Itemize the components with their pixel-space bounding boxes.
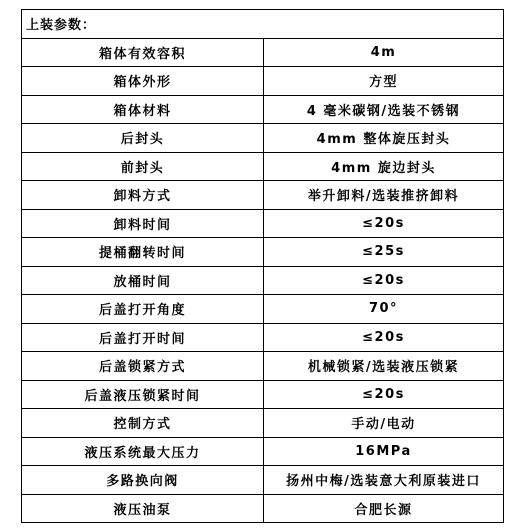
table-row: [22, 437, 504, 466]
param-value: 16MPa: [264, 437, 504, 466]
table-row: [22, 295, 504, 324]
param-label: 多路换向阀: [22, 466, 264, 495]
table-row: [22, 494, 504, 523]
title-row: [22, 10, 504, 39]
table-row: [22, 238, 504, 267]
param-label: 箱体有效容积: [22, 38, 264, 67]
table-row: [22, 323, 504, 352]
param-label: 控制方式: [22, 409, 264, 438]
table-row: [22, 409, 504, 438]
table-row: [22, 181, 504, 210]
spec-table: [21, 9, 504, 523]
spec-table-container: [21, 9, 503, 523]
param-value: ≤20s: [264, 209, 504, 238]
table-row: [22, 352, 504, 381]
param-value: 机械锁紧/选装液压锁紧: [264, 352, 504, 381]
table-row: [22, 95, 504, 124]
param-label: 液压系统最大压力: [22, 437, 264, 466]
table-row: [22, 266, 504, 295]
param-value: ≤20s: [264, 266, 504, 295]
param-label: 后封头: [22, 124, 264, 153]
param-label: 液压油泵: [22, 494, 264, 523]
param-label: 放桶时间: [22, 266, 264, 295]
param-label: 后盖打开角度: [22, 295, 264, 324]
param-label: 提桶翻转时间: [22, 238, 264, 267]
table-row: [22, 124, 504, 153]
param-value: 4mm 旋边封头: [264, 152, 504, 181]
param-label: 箱体材料: [22, 95, 264, 124]
param-value: 扬州中梅/选装意大利原装进口: [264, 466, 504, 495]
param-value: 70°: [264, 295, 504, 324]
param-label: 后盖液压锁紧时间: [22, 380, 264, 409]
table-row: [22, 38, 504, 67]
param-value: 举升卸料/选装推挤卸料: [264, 181, 504, 210]
table-title: 上装参数：: [22, 10, 504, 39]
param-value: 手动/电动: [264, 409, 504, 438]
param-value: 4m: [264, 38, 504, 67]
param-value: 4 毫米碳钢/选装不锈钢: [264, 95, 504, 124]
param-value: 合肥长源: [264, 494, 504, 523]
param-value: 4mm 整体旋压封头: [264, 124, 504, 153]
param-label: 卸料时间: [22, 209, 264, 238]
param-value: 方型: [264, 67, 504, 96]
table-row: [22, 209, 504, 238]
param-label: 卸料方式: [22, 181, 264, 210]
param-label: 前封头: [22, 152, 264, 181]
param-label: 后盖打开时间: [22, 323, 264, 352]
param-value: ≤20s: [264, 323, 504, 352]
table-row: [22, 67, 504, 96]
table-row: [22, 152, 504, 181]
param-label: 后盖锁紧方式: [22, 352, 264, 381]
param-label: 箱体外形: [22, 67, 264, 96]
param-value: ≤20s: [264, 380, 504, 409]
table-row: [22, 380, 504, 409]
table-row: [22, 466, 504, 495]
param-value: ≤25s: [264, 238, 504, 267]
